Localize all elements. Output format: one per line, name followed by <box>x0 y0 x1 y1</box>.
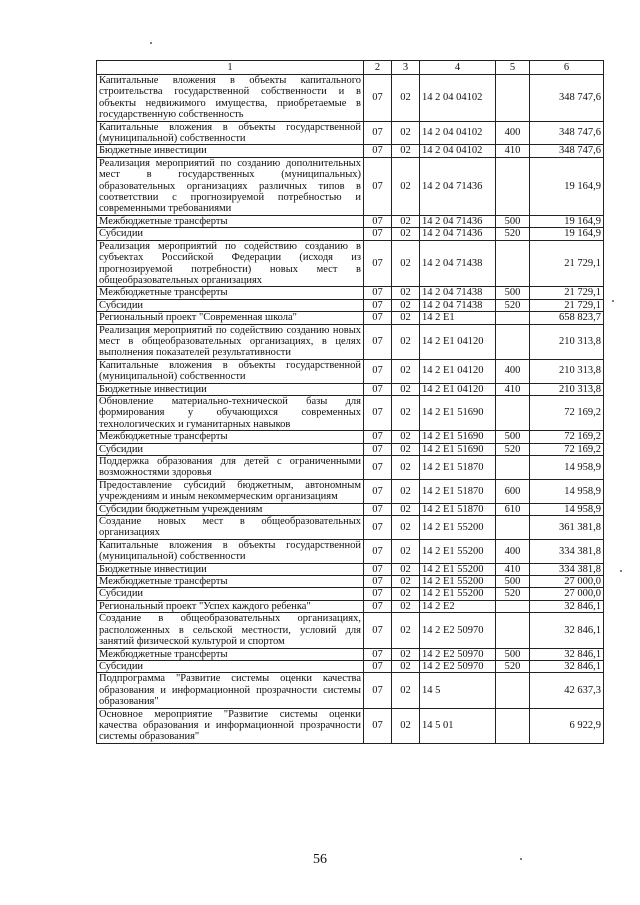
row-col-2: 07 <box>364 516 392 540</box>
row-col-5: 520 <box>496 228 530 240</box>
row-col-4: 14 2 04 71436 <box>420 228 496 240</box>
row-name: Субсидии бюджетным учреждениям <box>97 503 364 515</box>
row-name: Предоставление субсидий бюджетным, автономным учреждениям и иным некоммерческим организациям <box>97 479 364 503</box>
scan-speck <box>150 42 152 44</box>
column-number-header <box>97 61 604 75</box>
row-amount: 42 637,3 <box>530 673 604 708</box>
row-col-5: 520 <box>496 299 530 311</box>
row-col-4: 14 2 04 71438 <box>420 240 496 287</box>
row-amount: 14 958,9 <box>530 479 604 503</box>
row-col-5: 410 <box>496 383 530 395</box>
table-row <box>97 443 604 455</box>
table-row <box>97 503 604 515</box>
table-row <box>97 383 604 395</box>
row-col-2: 07 <box>364 395 392 430</box>
row-col-3: 02 <box>392 383 420 395</box>
scan-speck <box>520 858 522 860</box>
row-col-3: 02 <box>392 324 420 359</box>
row-col-4: 14 2 E2 <box>420 600 496 612</box>
row-col-4: 14 2 E1 04120 <box>420 383 496 395</box>
row-col-4: 14 2 E2 50970 <box>420 613 496 648</box>
row-name: Субсидии <box>97 299 364 311</box>
row-name: Реализация мероприятий по созданию дополнительных мест в государственных (муниципальных) образовательных организациях различных типов в соответствии с прогнозируемой потребностью и современными требованиями <box>97 157 364 215</box>
row-col-3: 02 <box>392 157 420 215</box>
row-col-2: 07 <box>364 240 392 287</box>
row-name: Межбюджетные трансферты <box>97 287 364 299</box>
row-col-2: 07 <box>364 648 392 660</box>
row-amount: 21 729,1 <box>530 287 604 299</box>
table-row <box>97 215 604 227</box>
row-col-3: 02 <box>392 228 420 240</box>
row-col-4: 14 5 01 <box>420 708 496 743</box>
row-col-5 <box>496 157 530 215</box>
row-col-2: 07 <box>364 503 392 515</box>
row-col-3: 02 <box>392 240 420 287</box>
budget-table-body <box>97 61 604 744</box>
table-row <box>97 299 604 311</box>
row-amount: 72 169,2 <box>530 443 604 455</box>
table-row <box>97 395 604 430</box>
table-row <box>97 563 604 575</box>
row-col-5 <box>496 600 530 612</box>
row-col-4: 14 2 E2 50970 <box>420 660 496 672</box>
row-col-5: 500 <box>496 215 530 227</box>
row-col-5: 520 <box>496 588 530 600</box>
row-amount: 27 000,0 <box>530 576 604 588</box>
row-col-5: 400 <box>496 359 530 383</box>
row-col-4: 14 2 E1 51870 <box>420 479 496 503</box>
row-name: Поддержка образования для детей с ограниченными возможностями здоровья <box>97 456 364 480</box>
row-col-3: 02 <box>392 600 420 612</box>
row-col-5: 410 <box>496 145 530 157</box>
scan-speck <box>620 570 622 572</box>
row-col-3: 02 <box>392 613 420 648</box>
row-col-2: 07 <box>364 121 392 145</box>
row-name: Подпрограмма "Развитие системы оценки качества образования и информационной прозрачности системы образования" <box>97 673 364 708</box>
row-col-5: 410 <box>496 563 530 575</box>
row-col-3: 02 <box>392 121 420 145</box>
row-col-4: 14 2 E1 51870 <box>420 456 496 480</box>
row-col-2: 07 <box>364 456 392 480</box>
row-col-3: 02 <box>392 215 420 227</box>
row-col-4: 14 2 E1 55200 <box>420 576 496 588</box>
row-col-2: 07 <box>364 613 392 648</box>
row-col-5: 520 <box>496 660 530 672</box>
row-name: Создание новых мест в общеобразовательных организациях <box>97 516 364 540</box>
row-amount: 27 000,0 <box>530 588 604 600</box>
row-col-5 <box>496 324 530 359</box>
row-col-3: 02 <box>392 660 420 672</box>
row-col-4: 14 2 E1 55200 <box>420 516 496 540</box>
row-name: Капитальные вложения в объекты государственной (муниципальной) собственности <box>97 359 364 383</box>
budget-table <box>96 60 604 744</box>
row-col-2: 07 <box>364 588 392 600</box>
row-col-4: 14 2 04 71436 <box>420 157 496 215</box>
row-col-3: 02 <box>392 75 420 122</box>
header-col-6: 6 <box>530 61 604 75</box>
row-col-2: 07 <box>364 708 392 743</box>
row-amount: 14 958,9 <box>530 456 604 480</box>
table-row <box>97 648 604 660</box>
row-amount: 32 846,1 <box>530 613 604 648</box>
row-col-2: 07 <box>364 312 392 324</box>
row-col-5: 500 <box>496 576 530 588</box>
table-row <box>97 240 604 287</box>
row-col-3: 02 <box>392 516 420 540</box>
row-col-5 <box>496 240 530 287</box>
row-col-3: 02 <box>392 503 420 515</box>
row-col-5 <box>496 516 530 540</box>
row-amount: 334 381,8 <box>530 563 604 575</box>
row-name: Бюджетные инвестиции <box>97 145 364 157</box>
row-col-4: 14 2 E1 51690 <box>420 443 496 455</box>
table-row <box>97 708 604 743</box>
row-name: Региональный проект "Успех каждого ребенка" <box>97 600 364 612</box>
row-name: Капитальные вложения в объекты государственной (муниципальной) собственности <box>97 539 364 563</box>
table-row <box>97 157 604 215</box>
row-amount: 210 313,8 <box>530 359 604 383</box>
row-col-2: 07 <box>364 576 392 588</box>
row-col-4: 14 2 E1 04120 <box>420 324 496 359</box>
row-col-3: 02 <box>392 673 420 708</box>
row-col-5 <box>496 75 530 122</box>
row-amount: 72 169,2 <box>530 395 604 430</box>
row-col-2: 07 <box>364 287 392 299</box>
row-name: Бюджетные инвестиции <box>97 383 364 395</box>
table-row <box>97 588 604 600</box>
row-col-3: 02 <box>392 395 420 430</box>
row-col-5: 500 <box>496 287 530 299</box>
table-row <box>97 576 604 588</box>
row-col-3: 02 <box>392 456 420 480</box>
row-col-4: 14 2 04 04102 <box>420 145 496 157</box>
row-col-5 <box>496 613 530 648</box>
table-row <box>97 121 604 145</box>
row-col-4: 14 2 04 71438 <box>420 287 496 299</box>
row-col-2: 07 <box>364 431 392 443</box>
row-col-4: 14 2 E1 55200 <box>420 588 496 600</box>
row-name: Субсидии <box>97 588 364 600</box>
row-col-3: 02 <box>392 576 420 588</box>
table-row <box>97 75 604 122</box>
row-name: Реализация мероприятий по содействию созданию в субъектах Российской Федерации (исходя из прогнозируемой потребности) новых мест в общеобразовательных организациях <box>97 240 364 287</box>
row-amount: 6 922,9 <box>530 708 604 743</box>
row-amount: 348 747,6 <box>530 121 604 145</box>
row-col-5 <box>496 312 530 324</box>
row-col-5: 520 <box>496 443 530 455</box>
row-col-4: 14 2 04 71436 <box>420 215 496 227</box>
row-col-2: 07 <box>364 75 392 122</box>
table-row <box>97 145 604 157</box>
table-row <box>97 359 604 383</box>
row-col-2: 07 <box>364 383 392 395</box>
row-name: Межбюджетные трансферты <box>97 215 364 227</box>
table-row <box>97 673 604 708</box>
row-col-3: 02 <box>392 648 420 660</box>
table-row <box>97 613 604 648</box>
row-col-2: 07 <box>364 479 392 503</box>
page-number: 56 <box>313 852 327 867</box>
row-col-4: 14 2 E1 51690 <box>420 395 496 430</box>
row-amount: 210 313,8 <box>530 324 604 359</box>
table-row <box>97 456 604 480</box>
row-col-4: 14 2 E2 50970 <box>420 648 496 660</box>
row-name: Субсидии <box>97 660 364 672</box>
row-name: Создание в общеобразовательных организациях, расположенных в сельской местности, условий для занятий физической культурой и спортом <box>97 613 364 648</box>
table-row <box>97 324 604 359</box>
row-col-2: 07 <box>364 359 392 383</box>
row-col-2: 07 <box>364 673 392 708</box>
row-name: Капитальные вложения в объекты капитального строительства государственной собственности и в объекты недвижимого имущества, приобретаемые в государственную собственность <box>97 75 364 122</box>
header-col-3: 3 <box>392 61 420 75</box>
row-col-5 <box>496 708 530 743</box>
row-col-5 <box>496 395 530 430</box>
row-col-4: 14 2 04 71438 <box>420 299 496 311</box>
row-col-2: 07 <box>364 563 392 575</box>
row-amount: 32 846,1 <box>530 660 604 672</box>
row-col-4: 14 2 E1 55200 <box>420 539 496 563</box>
row-col-5: 500 <box>496 431 530 443</box>
table-row <box>97 431 604 443</box>
row-name: Межбюджетные трансферты <box>97 576 364 588</box>
row-amount: 32 846,1 <box>530 648 604 660</box>
row-col-2: 07 <box>364 324 392 359</box>
table-row <box>97 600 604 612</box>
row-col-4: 14 2 E1 51690 <box>420 431 496 443</box>
row-name: Субсидии <box>97 443 364 455</box>
row-col-3: 02 <box>392 359 420 383</box>
row-amount: 32 846,1 <box>530 600 604 612</box>
row-col-4: 14 2 04 04102 <box>420 121 496 145</box>
row-amount: 21 729,1 <box>530 240 604 287</box>
row-col-4: 14 2 E1 55200 <box>420 563 496 575</box>
row-col-4: 14 2 E1 <box>420 312 496 324</box>
row-amount: 210 313,8 <box>530 383 604 395</box>
row-col-4: 14 2 E1 04120 <box>420 359 496 383</box>
row-name: Субсидии <box>97 228 364 240</box>
table-row <box>97 660 604 672</box>
row-col-2: 07 <box>364 145 392 157</box>
row-amount: 21 729,1 <box>530 299 604 311</box>
row-col-5: 610 <box>496 503 530 515</box>
header-col-1: 1 <box>97 61 364 75</box>
row-name: Межбюджетные трансферты <box>97 648 364 660</box>
row-amount: 348 747,6 <box>530 75 604 122</box>
row-col-3: 02 <box>392 479 420 503</box>
row-col-4: 14 2 E1 51870 <box>420 503 496 515</box>
row-col-5: 600 <box>496 479 530 503</box>
scan-speck <box>612 300 614 302</box>
row-col-2: 07 <box>364 600 392 612</box>
row-col-3: 02 <box>392 431 420 443</box>
table-row <box>97 228 604 240</box>
table-row <box>97 287 604 299</box>
row-col-4: 14 5 <box>420 673 496 708</box>
row-col-3: 02 <box>392 708 420 743</box>
header-col-2: 2 <box>364 61 392 75</box>
table-row <box>97 312 604 324</box>
row-amount: 72 169,2 <box>530 431 604 443</box>
row-name: Основное мероприятие "Развитие системы оценки качества образования и информационной прозрачности системы образования" <box>97 708 364 743</box>
header-col-4: 4 <box>420 61 496 75</box>
row-name: Бюджетные инвестиции <box>97 563 364 575</box>
row-amount: 19 164,9 <box>530 157 604 215</box>
row-name: Региональный проект "Современная школа" <box>97 312 364 324</box>
row-col-3: 02 <box>392 588 420 600</box>
row-col-4: 14 2 04 04102 <box>420 75 496 122</box>
row-amount: 19 164,9 <box>530 228 604 240</box>
row-col-3: 02 <box>392 287 420 299</box>
row-col-5 <box>496 673 530 708</box>
row-col-3: 02 <box>392 299 420 311</box>
row-col-2: 07 <box>364 228 392 240</box>
row-amount: 658 823,7 <box>530 312 604 324</box>
row-amount: 348 747,6 <box>530 145 604 157</box>
row-amount: 14 958,9 <box>530 503 604 515</box>
row-col-2: 07 <box>364 660 392 672</box>
row-col-5: 400 <box>496 539 530 563</box>
row-col-3: 02 <box>392 145 420 157</box>
row-col-3: 02 <box>392 443 420 455</box>
table-row <box>97 539 604 563</box>
row-amount: 334 381,8 <box>530 539 604 563</box>
row-col-3: 02 <box>392 563 420 575</box>
row-amount: 361 381,8 <box>530 516 604 540</box>
row-col-3: 02 <box>392 312 420 324</box>
row-col-5: 500 <box>496 648 530 660</box>
table-row <box>97 516 604 540</box>
row-name: Капитальные вложения в объекты государственной (муниципальной) собственности <box>97 121 364 145</box>
row-name: Реализация мероприятий по содействию созданию новых мест в общеобразовательных организациях, в целях выполнения показателей результативности <box>97 324 364 359</box>
row-amount: 19 164,9 <box>530 215 604 227</box>
table-row <box>97 479 604 503</box>
row-col-5 <box>496 456 530 480</box>
row-col-2: 07 <box>364 157 392 215</box>
row-col-2: 07 <box>364 443 392 455</box>
row-name: Межбюджетные трансферты <box>97 431 364 443</box>
header-col-5: 5 <box>496 61 530 75</box>
row-name: Обновление материально-технической базы для формирования у обучающихся современных технологических и гуманитарных навыков <box>97 395 364 430</box>
row-col-2: 07 <box>364 299 392 311</box>
row-col-3: 02 <box>392 539 420 563</box>
row-col-5: 400 <box>496 121 530 145</box>
row-col-2: 07 <box>364 539 392 563</box>
row-col-2: 07 <box>364 215 392 227</box>
